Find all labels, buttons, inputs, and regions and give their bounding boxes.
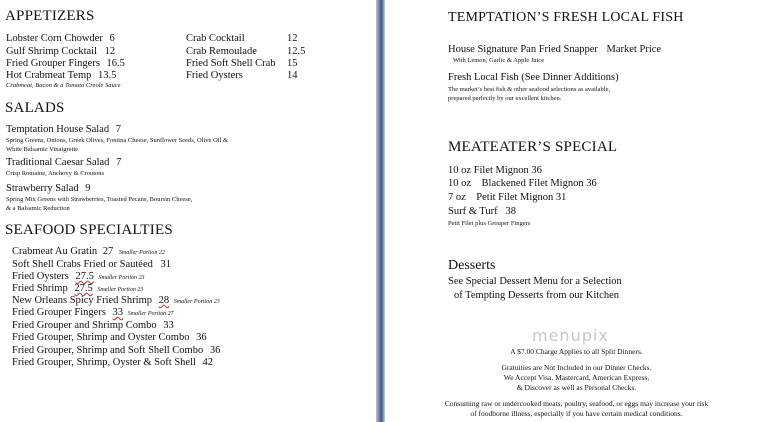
menu-item: Fried Shrimp 27.5 Smaller Portion 23 [12, 283, 144, 294]
item-description: Spring Greens, Onions, Greek Olives, Fontina Cheese, Sunflower Seeds, Olive Oil & [6, 137, 229, 144]
watermark: menupix [532, 326, 609, 345]
menu-item: 7 oz Petit Filet Mignon 31 [448, 192, 567, 203]
meat-heading: MEATEATER’S SPECIAL [448, 139, 618, 155]
seafood-heading: SEAFOOD SPECIALTIES [5, 222, 173, 238]
item-description: With Lemon, Garlic & Apple Juice [453, 57, 545, 64]
menu-item: Crab Remoulade [186, 46, 257, 57]
dessert-line: See Special Dessert Menu for a Selection [448, 276, 622, 287]
menu-item: House Signature Pan Fried Snapper Market Price [448, 44, 662, 55]
menu-item: Fried Grouper Fingers 33 Smaller Portion 27 [12, 307, 174, 318]
menu-item: 10 oz Filet Mignon 36 [448, 165, 542, 176]
menu-item: Crab Cocktail [186, 33, 245, 44]
menu-item: 10 oz Blackened Filet Mignon 36 [448, 178, 597, 189]
appetizers-heading: APPETIZERS [5, 8, 95, 24]
menu-item: Fried Grouper, Shrimp, Oyster & Soft Shell 42 [12, 357, 214, 368]
menu-item: Fried Grouper, Shrimp and Soft Shell Combo 36 [12, 345, 221, 356]
menu-left-page [0, 0, 376, 422]
item-description: Spring Mix Greens with Strawberries, Toasted Pecans, Boursin Cheese, [6, 196, 193, 203]
page-gutter [376, 0, 385, 422]
item-description: Crabmeat, Bacon & a Tomato Creole Sauce [6, 82, 121, 89]
menu-right-page [385, 0, 768, 422]
health-warning: of foodborne illness, especially if you have certain medical conditions. [470, 409, 683, 418]
menu-item: Traditional Caesar Salad 7 [6, 157, 122, 168]
dessert-line: of Tempting Desserts from our Kitchen [454, 290, 619, 301]
gratuity-note: Gratuities are Not Included in our Dinner Checks. [501, 363, 652, 372]
item-description: White Balsamic Vinaigrette [6, 146, 79, 153]
item-description: The market’s best fish & other seafood selections as available, [448, 86, 611, 93]
salads-heading: SALADS [5, 100, 65, 116]
item-description: prepared perfectly by our excellent kitchen. [448, 95, 562, 102]
menu-item: Fried Grouper and Shrimp Combo 33 [12, 320, 174, 331]
item-price: 12 [287, 33, 298, 44]
item-description: Petit Filet plus Grouper Fingers [448, 220, 531, 227]
menu-item: Fried Soft Shell Crab [186, 58, 276, 69]
item-description: Crisp Romaine, Anchovy & Croutons [6, 170, 105, 177]
menu-item: Temptation House Salad 7 [6, 124, 121, 135]
payment-note: & Discover as well as Personal Checks. [516, 383, 637, 392]
menu-item: New Orleans Spicy Fried Shrimp 28 Smaller Portion 23 [12, 295, 220, 306]
item-price: 12.5 [287, 46, 306, 57]
split-charge-note: A $7.00 Charge Applies to all Split Dinners. [510, 347, 643, 356]
menu-item: Fried Grouper, Shrimp and Oyster Combo 36 [12, 332, 207, 343]
menu-item: Crabmeat Au Gratin 27 Smaller Portion 22 [12, 246, 165, 257]
menu-item: Surf & Turf 38 [448, 206, 516, 217]
item-price: 15 [287, 58, 298, 69]
menu-item: Fresh Local Fish (See Dinner Additions) [448, 72, 619, 83]
item-description: & a Balsamic Reduction [6, 205, 70, 212]
menu-item: Fried Oysters [186, 70, 243, 81]
menu-item: Soft Shell Crabs Fried or Sautéed 31 [12, 259, 171, 270]
menu-item: Gulf Shrimp Cocktail 12 [6, 46, 116, 57]
fish-heading: TEMPTATION’S FRESH LOCAL FISH [448, 10, 684, 25]
desserts-heading: Desserts [448, 258, 496, 273]
health-warning: Consuming raw or undercooked meats, poultry, seafood, or eggs may increase your risk [444, 399, 709, 408]
menu-item: Fried Oysters 27.5 Smaller Portion 23 [12, 271, 145, 282]
payment-note: We Accept Visa, Mastercard, American Express, [503, 373, 650, 382]
menu-item: Lobster Corn Chowder 6 [6, 33, 115, 44]
item-price: 14 [287, 70, 298, 81]
menu-item: Fried Grouper Fingers 16.5 [6, 58, 125, 69]
menu-item: Strawberry Salad 9 [6, 183, 91, 194]
menu-item: Hot Crabmeat Temp 13.5 [6, 70, 117, 81]
